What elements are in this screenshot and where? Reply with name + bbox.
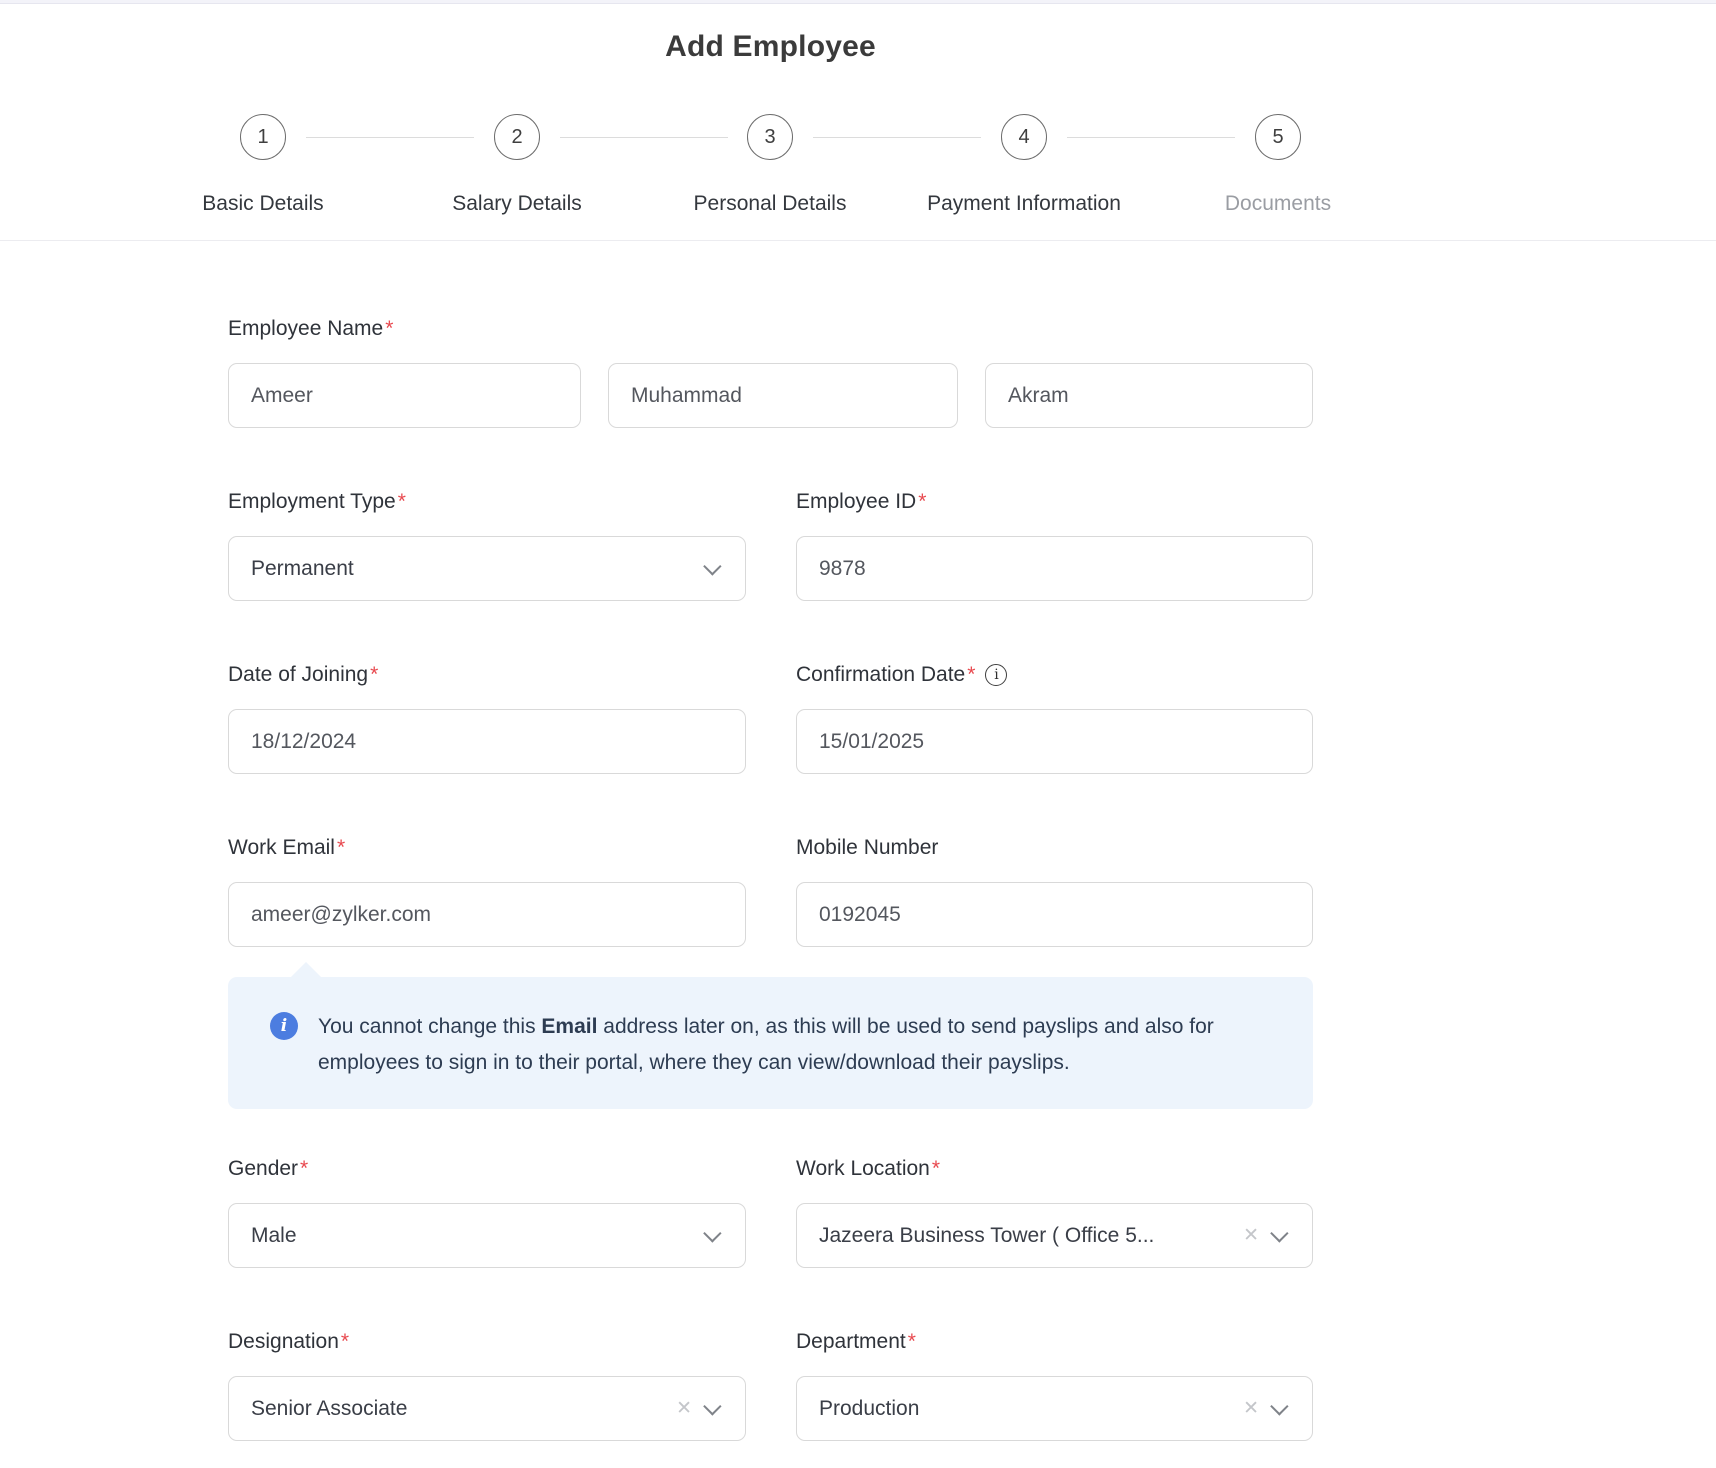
employment-type-value: Permanent [251,556,354,580]
work-location-field [796,1155,1313,1268]
gender-value: Male [251,1223,297,1247]
chevron-down-icon [703,1397,721,1415]
step-connector [560,137,728,138]
chevron-down-icon [1270,1397,1288,1415]
employment-type-label: Employment Type [228,490,396,513]
employment-type-field [228,488,746,601]
step-connector [1067,137,1235,138]
required-asterisk: * [300,1157,309,1180]
first-name-input[interactable] [228,363,581,428]
step-connector [813,137,981,138]
middle-name-input[interactable] [608,363,958,428]
confirmation-date-label: Confirmation Date [796,663,966,686]
step-connector [306,137,474,138]
designation-field [228,1328,746,1441]
department-select[interactable] [796,1376,1313,1441]
designation-select[interactable] [228,1376,746,1441]
employment-type-select[interactable] [228,536,746,601]
gender-label: Gender [228,1157,299,1180]
email-info-text: You cannot change this Email address later on, as this will be used to send payslips and also for employees to sign in to their portal, where they can view/download their payslips. [318,1015,1214,1074]
employee-id-label: Employee ID [796,490,917,513]
step-5-circle[interactable]: 5 [1255,114,1301,160]
chevron-down-icon [1270,1224,1288,1242]
step-label-basic-details[interactable]: Basic Details [202,192,324,215]
required-asterisk: * [385,317,394,340]
confirmation-date-input[interactable] [796,709,1313,774]
work-location-label: Work Location [796,1157,930,1180]
department-value: Production [819,1396,920,1420]
required-asterisk: * [336,836,346,859]
date-of-joining-field [228,661,746,774]
designation-label: Designation [228,1330,339,1353]
progress-stepper [202,114,1332,240]
required-asterisk: * [918,490,927,513]
department-field [796,1328,1313,1441]
employee-name-row [228,315,1313,428]
designation-value: Senior Associate [251,1396,408,1420]
employee-id-input[interactable] [796,536,1313,601]
add-employee-form [228,241,1313,1441]
gender-field [228,1155,746,1268]
info-icon[interactable]: i [985,664,1007,686]
step-2-circle[interactable]: 2 [494,114,540,160]
step-4-circle[interactable]: 4 [1001,114,1047,160]
last-name-input[interactable] [985,363,1313,428]
employee-name-label: Employee Name [228,317,384,340]
step-label-payment-information[interactable]: Payment Information [927,192,1121,215]
mobile-number-input[interactable] [796,882,1313,947]
mobile-number-label: Mobile Number [796,836,939,859]
work-email-input[interactable] [228,882,746,947]
clear-icon[interactable]: ✕ [676,1398,692,1419]
required-asterisk: * [397,490,406,513]
required-asterisk: * [370,663,379,686]
step-label-personal-details[interactable]: Personal Details [693,192,847,215]
mobile-number-field [796,834,1313,947]
work-location-value: Jazeera Business Tower ( Office 5... [819,1223,1155,1247]
clear-icon[interactable]: ✕ [1243,1398,1259,1419]
step-label-salary-details[interactable]: Salary Details [452,192,582,215]
work-location-select[interactable] [796,1203,1313,1268]
employee-id-field [796,488,1313,601]
date-of-joining-input[interactable] [228,709,746,774]
work-email-field [228,834,746,947]
clear-icon[interactable]: ✕ [1243,1225,1259,1246]
date-of-joining-label: Date of Joining [228,663,369,686]
required-asterisk: * [907,1330,916,1353]
required-asterisk: * [340,1330,350,1353]
confirmation-date-field [796,661,1313,774]
page-title: Add Employee [665,30,876,63]
window-top-edge [0,0,1716,4]
gender-select[interactable] [228,1203,746,1268]
step-label-documents: Documents [1224,192,1332,215]
step-3-circle[interactable]: 3 [747,114,793,160]
work-email-label: Work Email [228,836,335,859]
department-label: Department [796,1330,906,1353]
email-info-banner [228,977,1313,1109]
info-icon: i [270,1012,298,1040]
step-1-circle[interactable]: 1 [240,114,286,160]
required-asterisk: * [967,663,976,686]
required-asterisk: * [931,1157,941,1180]
